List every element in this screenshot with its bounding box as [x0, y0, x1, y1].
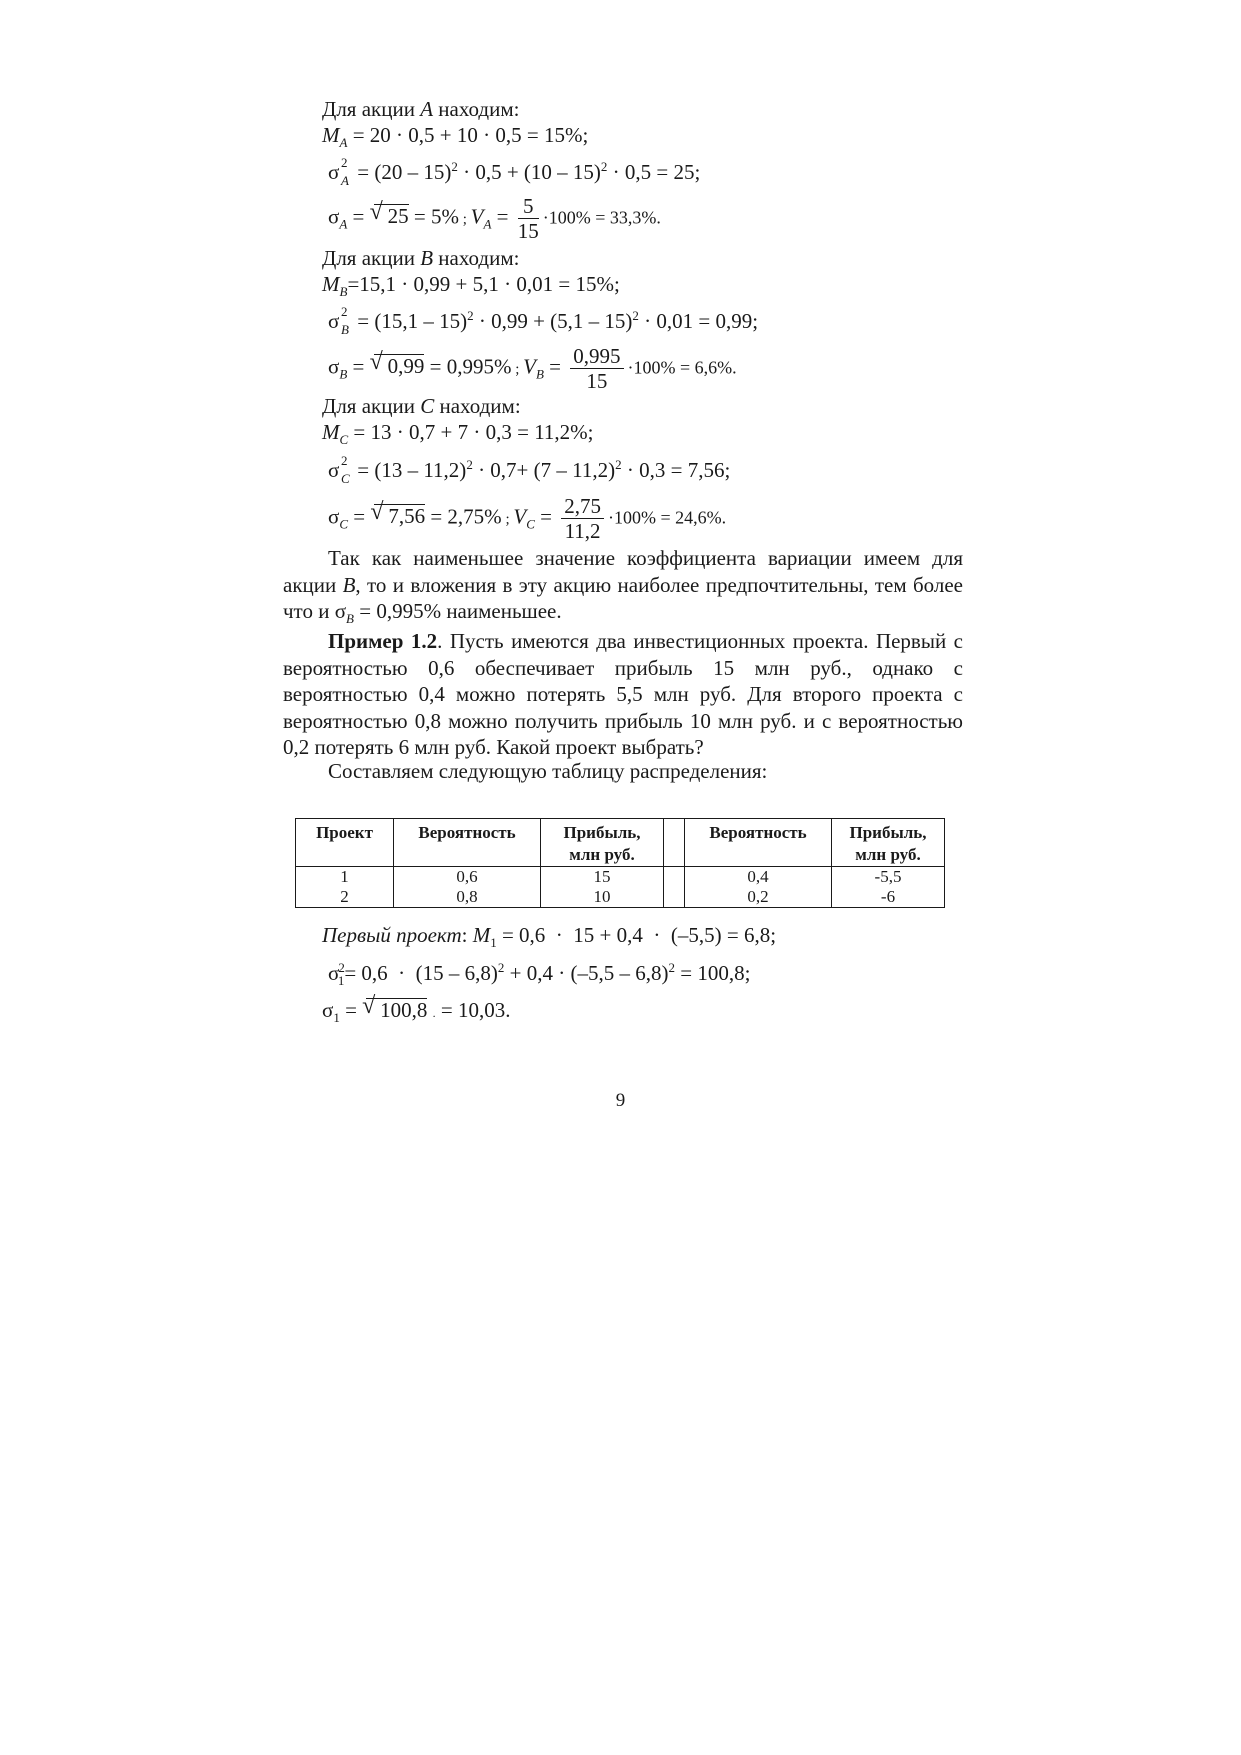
- table-intro: Составляем следующую таблицу распределения:: [328, 759, 768, 783]
- header-probability-1: Вероятность: [394, 819, 541, 867]
- stock-a-mean: $M_A = 20 \cdot 0,5 + 10 \cdot 0,5 = 15\%$;: [322, 123, 589, 150]
- stock-b-mean: $M_B=15,1 \cdot 0,99 + 5,1 \cdot 0,01 = 15\%$;: [322, 272, 620, 299]
- header-project: Проект: [296, 819, 394, 867]
- example-label: Пример 1.2: [328, 629, 438, 653]
- example-paragraph: [283, 628, 963, 761]
- first-project-mean: Первый проект: $M_1 = 0,6 \cdot 15 + 0,4 \cdot (-5,5) = 6,8$;: [322, 923, 777, 950]
- stock-a-std-cv: $\sigma_A$ = √ 25 = 5% ; $V_A$ = $\frac{5}{15}$ ·100% = 33,3%.: [328, 194, 661, 243]
- table-row: [296, 887, 945, 908]
- table-header-row: [296, 819, 945, 867]
- table-cell: -6: [832, 887, 945, 908]
- table-cell: 15: [541, 867, 664, 888]
- stock-b-std-cv: $\sigma_B$ = √ 0,99 = 0,995% ; $V_B$ = $\frac{0,995}{15}$ ·100% = 6,6%.: [328, 344, 737, 393]
- conclusion-paragraph: Так как наименьшее значение коэффициента вариации имеем для акции B, то и вложения в эту акцию наиболее предпочтительны, тем более что и $\sigma_B = 0,995\%$ наименьшее.: [283, 546, 963, 626]
- table-cell: 0,8: [394, 887, 541, 908]
- stock-c-fraction: $\frac{2,75}{11,2}$: [561, 494, 604, 543]
- header-probability-2: Вероятность: [685, 819, 832, 867]
- table-cell: 1: [296, 867, 394, 888]
- distribution-table: [295, 818, 945, 908]
- table-cell: 0,6: [394, 867, 541, 888]
- stock-c-heading: Для акции C находим:: [322, 394, 521, 418]
- table-cell: -5,5: [832, 867, 945, 888]
- header-profit-2: Прибыль, млн руб.: [832, 819, 945, 867]
- first-project-variance: $\sigma^2_1= 0,6 \cdot (15 - 6,8)^2 + 0,4 \cdot (-5,5 - 6,8)^2 = 100,8$;: [328, 960, 751, 988]
- table-cell: [664, 887, 685, 908]
- stock-c-variance: σ 2 C = (13 – 11,2)$^2$ · 0,7+ (7 – 11,2)$^2$ · 0,3 = 7,56;: [328, 453, 731, 486]
- table-cell: [664, 867, 685, 888]
- stock-b-heading: Для акции B находим:: [322, 246, 520, 270]
- stock-a-fraction: $\frac{5}{15}$: [517, 194, 539, 243]
- table-cell: 0,2: [685, 887, 832, 908]
- stock-a-variance: σ 2 A = (20 – 15)$^2$ · 0,5 + (10 – 15)$^2$ · 0,5 = 25;: [328, 155, 701, 188]
- stock-c-std-cv: $\sigma_C$ = √ 7,56 = 2,75% ; $V_C$ = $\frac{2,75}{11,2}$ ·100% = 24,6%.: [328, 494, 726, 543]
- table-cell: 10: [541, 887, 664, 908]
- stock-b-variance: σ 2 B = (15,1 – 15)$^2$ · 0,99 + (5,1 – 15)$^2$ · 0,01 = 0,99;: [328, 304, 759, 337]
- page-number: 9: [615, 1090, 626, 1111]
- table-cell: 2: [296, 887, 394, 908]
- table-cell: 0,4: [685, 867, 832, 888]
- header-spacer: [664, 819, 685, 867]
- stock-b-fraction: $\frac{0,995}{15}$: [570, 344, 623, 393]
- stock-c-mean: $M_C = 13 \cdot 0,7 + 7 \cdot 0,3 = 11,2\%$;: [322, 420, 594, 447]
- table-row: [296, 867, 945, 888]
- header-profit-1: Прибыль, млн руб.: [541, 819, 664, 867]
- stock-a-heading: Для акции A находим:: [322, 97, 520, 121]
- first-project-std: $\sigma_1$ = √ 100,8 . = 10,03.: [322, 997, 511, 1031]
- example-text: . Пусть имеются два инвестиционных проекта. Первый с вероятностью 0,6 обеспечивает прибыль 15 млн руб., однако с вероятностью 0,4 можно потерять 5,5 млн руб. Для второго проекта с вероятностью 0,8 можно получить прибыль 10 млн руб. и с вероятностью 0,2 потерять 6 млн руб. Какой проект выбрать?: [283, 629, 963, 759]
